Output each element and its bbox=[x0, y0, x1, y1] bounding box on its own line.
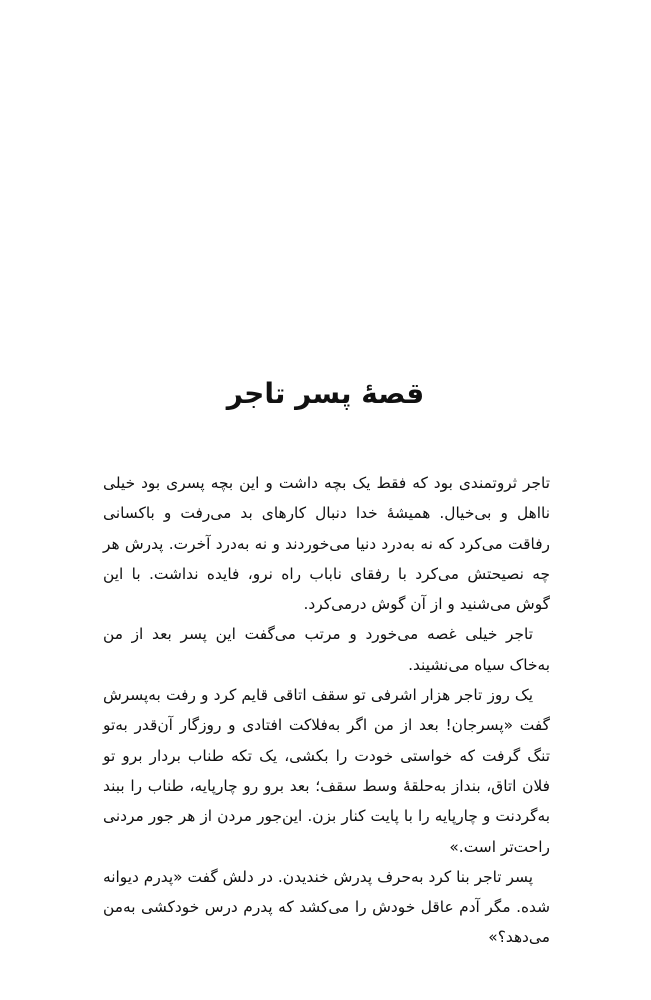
story-paragraph: پسر تاجر بنا کرد به‌حرف پدرش خندیدن. در دلش گفت «پدرم دیوانه شده. مگر آدم عاقل خودش را می‌کشد که پدرم درس خودکشی به‌من می‌دهد؟» bbox=[103, 867, 550, 947]
story-paragraph: تاجر ثروتمندی بود که فقط یک بچه داشت و این بچه پسری بود خیلی نااهل و بی‌خیال. همیشهٔ خدا دنبال کارهای بد می‌رفت و باکسانی رفاقت می‌کرد که نه به‌درد دنیا می‌خوردند و نه به‌درد آخرت. پدرش هر چه نصیحتش می‌کرد با رفقای ناباب راه نرو، فایده نداشت. با این گوش می‌شنید و از آن گوش درمی‌کرد. bbox=[103, 474, 550, 614]
story-paragraph: تاجر خیلی غصه می‌خورد و مرتب می‌گفت این پسر بعد از من به‌خاک سیاه می‌نشیند. bbox=[103, 625, 550, 674]
story-body bbox=[103, 468, 550, 953]
story-paragraph: یک روز تاجر هزار اشرفی تو سقف اتاقی قایم کرد و رفت به‌پسرش گفت «پسرجان! بعد از من اگر به‌فلاکت افتادی و روزگار آن‌قدر به‌تو تنگ گرفت که خواستی خودت را بکشی، یک تکه طناب بردار برو تو فلان اتاق، بنداز به‌حلقهٔ وسط سقف؛ بعد برو رو چارپایه، طناب را ببند به‌گردنت و چارپایه را با پایت کنار بزن. این‌جور مردن از هر جور مردنی راحت‌تر است.» bbox=[103, 686, 550, 856]
story-title: قصهٔ پسر تاجر bbox=[226, 377, 425, 410]
